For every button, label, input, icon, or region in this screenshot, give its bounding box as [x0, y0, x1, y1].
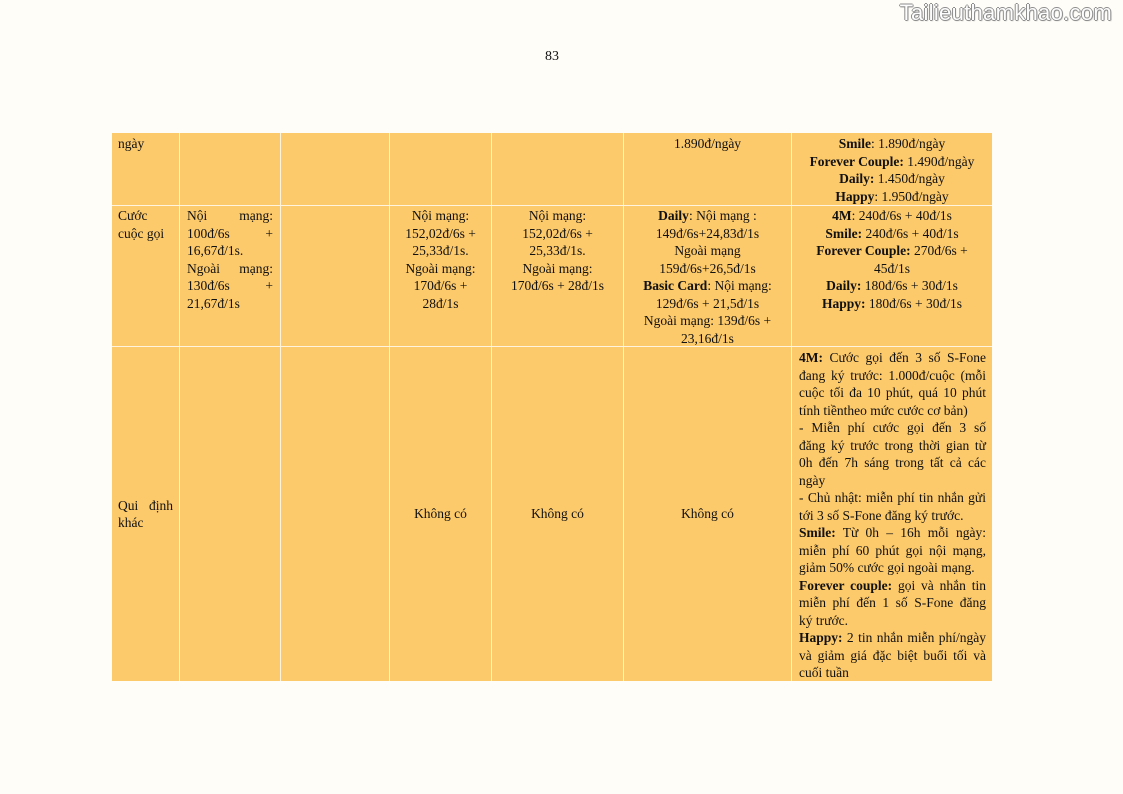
- rule-line: cuối tuần: [799, 665, 849, 680]
- plan-line: 129đ/6s + 21,5đ/1s: [655, 295, 760, 311]
- plan-label: Forever Couple:: [816, 243, 911, 258]
- watermark: Tailieuthamkhao.com: [899, 0, 1112, 25]
- cell-line: 170đ/6s +: [413, 278, 468, 293]
- cell-line: 130đ/6s +: [187, 278, 273, 293]
- cell-text: Không có: [414, 506, 467, 522]
- cell-line: Nội mạng:: [411, 208, 470, 223]
- plan-line: Ngoài mạng: 139đ/6s +: [643, 313, 772, 328]
- plan-line: [799, 295, 985, 313]
- plan-label: Smile:: [799, 525, 836, 540]
- plan-line: 159đ/6s+26,5đ/1s: [659, 260, 756, 276]
- rule-text: 2 tin nhắn miễn phí/ngày: [846, 630, 987, 645]
- cell-line: Nội mạng:: [528, 208, 587, 223]
- cell-text: 1.890đ/ngày: [673, 136, 742, 151]
- rule-line: miễn phí đến 1 số S-Fone đăng: [799, 595, 986, 610]
- rule-line: - Chủ nhật: miễn phí tin nhắn gửi: [799, 490, 986, 505]
- plan-line: [799, 135, 985, 153]
- plan-line: [799, 225, 985, 243]
- plan-value: 270đ/6s +: [913, 243, 968, 258]
- row-label: khác: [118, 515, 144, 530]
- cell-r2-c2: [180, 206, 280, 346]
- row-label: Cước: [118, 208, 148, 223]
- rule-line: đang ký trước: 1.000đ/cuộc (mỗi: [799, 367, 986, 383]
- plan-label: Forever couple:: [799, 577, 893, 593]
- page-number: 83: [545, 49, 559, 64]
- plan-line: Ngoài mạng: [674, 243, 741, 258]
- cell-r3-c4: [390, 347, 491, 681]
- rule-line: [799, 629, 986, 647]
- plan-value: : 1.890đ/ngày: [871, 136, 946, 151]
- rule-line: ký trước.: [799, 612, 848, 628]
- cell-r3-c5: [492, 347, 623, 681]
- cell-r3-c3: [281, 347, 389, 681]
- cell-line: 25,33đ/1s.: [529, 243, 586, 258]
- row-label: cuộc gọi: [118, 225, 165, 241]
- plan-value: 180đ/6s + 30đ/1s: [868, 295, 962, 311]
- rule-line: [799, 349, 986, 367]
- cell-r2-c4: [390, 206, 491, 346]
- plan-line: 23,16đ/1s: [681, 330, 734, 346]
- rule-line: tính tiềntheo mức cước cơ bản): [799, 402, 968, 418]
- plan-label: Basic Card: [643, 278, 708, 293]
- cell-r1-c1: [112, 133, 179, 205]
- rule-line: đăng ký trước trong thời gian từ: [799, 437, 986, 453]
- plan-value: 180đ/6s + 30đ/1s: [864, 278, 958, 293]
- cell-r1-c5: [492, 133, 623, 205]
- cell-r2-c1: [112, 206, 179, 346]
- cell-r3-c1: [112, 347, 179, 681]
- row-label: ngày: [118, 136, 145, 151]
- cell-line: Ngoài mạng:: [187, 260, 273, 276]
- cell-line: 100đ/6s +: [187, 225, 273, 241]
- cell-line: 170đ/6s + 28đ/1s: [510, 278, 605, 293]
- cell-r2-c7: [792, 206, 992, 346]
- cell-r2-c5: [492, 206, 623, 346]
- cell-line: 16,67đ/1s.: [187, 243, 244, 258]
- plan-value: : Nội mạng:: [707, 278, 772, 293]
- plan-line: [799, 170, 985, 188]
- rule-line: giảm 50% cước gọi ngoài mạng.: [799, 560, 975, 575]
- plan-value: : 1.950đ/ngày: [874, 188, 949, 204]
- cell-line: 28đ/1s: [422, 295, 459, 311]
- plan-label: Smile:: [825, 225, 863, 241]
- plan-value: 240đ/6s + 40đ/1s: [865, 225, 959, 241]
- plan-line: 149đ/6s+24,83đ/1s: [655, 225, 760, 241]
- plan-line: [799, 242, 985, 260]
- plan-value: 1.490đ/ngày: [907, 153, 975, 169]
- cell-text: Không có: [531, 506, 584, 522]
- cell-r2-c6: [624, 206, 791, 346]
- plan-line: [799, 207, 985, 225]
- plan-line: [799, 277, 985, 295]
- cell-line: 152,02đ/6s +: [405, 225, 476, 241]
- cell-line: Nội mạng:: [187, 208, 273, 223]
- rule-text: Từ 0h – 16h mỗi ngày:: [842, 525, 986, 540]
- plan-line: [631, 277, 784, 295]
- plan-line: [799, 188, 985, 206]
- plan-value: : 240đ/6s + 40đ/1s: [851, 208, 952, 223]
- cell-r1-c3: [281, 133, 389, 205]
- plan-line: 45đ/1s: [873, 260, 910, 276]
- cell-r3-c7: [792, 347, 992, 681]
- cell-line: 21,67đ/1s: [187, 295, 240, 311]
- cell-line: 152,02đ/6s +: [522, 225, 593, 241]
- plan-label: Happy:: [821, 295, 866, 311]
- plan-value: : Nội mạng :: [688, 208, 757, 223]
- cell-r1-c6: [624, 133, 791, 205]
- cell-r3-c2: [180, 347, 280, 681]
- plan-label: Happy:: [799, 630, 843, 645]
- cell-line: 25,33đ/1s.: [412, 243, 469, 258]
- plan-label: Forever Couple:: [809, 153, 904, 169]
- rule-line: [799, 524, 986, 542]
- rule-line: tới 3 số S-Fone đăng ký trước.: [799, 507, 964, 523]
- cell-r1-c2: [180, 133, 280, 205]
- rate-table: [112, 133, 992, 681]
- cell-line: Ngoài mạng:: [405, 260, 476, 276]
- rule-line: cuộc tối đa 10 phút, quá 10 phút: [799, 385, 986, 400]
- rule-line: - Miễn phí cước gọi đến 3 số: [799, 420, 986, 435]
- row-label: Qui định: [118, 497, 173, 513]
- rule-text: gọi và nhắn tin: [897, 577, 986, 593]
- cell-r3-c6: [624, 347, 791, 681]
- cell-r1-c7: [792, 133, 992, 205]
- plan-label: Daily: [658, 208, 689, 223]
- plan-label: Smile: [838, 136, 871, 151]
- plan-label: Daily:: [826, 278, 862, 293]
- cell-r2-c3: [281, 206, 389, 346]
- rule-text: Cước gọi đến 3 số S-Fone: [829, 350, 987, 365]
- plan-label: 4M: [832, 208, 852, 223]
- plan-label: Happy: [835, 188, 875, 204]
- plan-line: [631, 207, 784, 225]
- plan-value: 1.450đ/ngày: [877, 171, 945, 186]
- rule-line: ngày: [799, 472, 826, 488]
- rule-line: [799, 577, 986, 595]
- plan-label: Daily:: [839, 171, 875, 186]
- rule-line: 0h đến 7h sáng trong tất cả các: [799, 455, 986, 470]
- rule-line: miễn phí 60 phút gọi nội mạng,: [799, 542, 986, 558]
- cell-text: Không có: [681, 506, 734, 522]
- cell-r1-c4: [390, 133, 491, 205]
- plan-label: 4M:: [799, 350, 823, 365]
- plan-line: [799, 153, 985, 171]
- cell-line: Ngoài mạng:: [522, 260, 593, 276]
- rule-line: và giảm giá đặc biệt buổi tối và: [799, 647, 986, 663]
